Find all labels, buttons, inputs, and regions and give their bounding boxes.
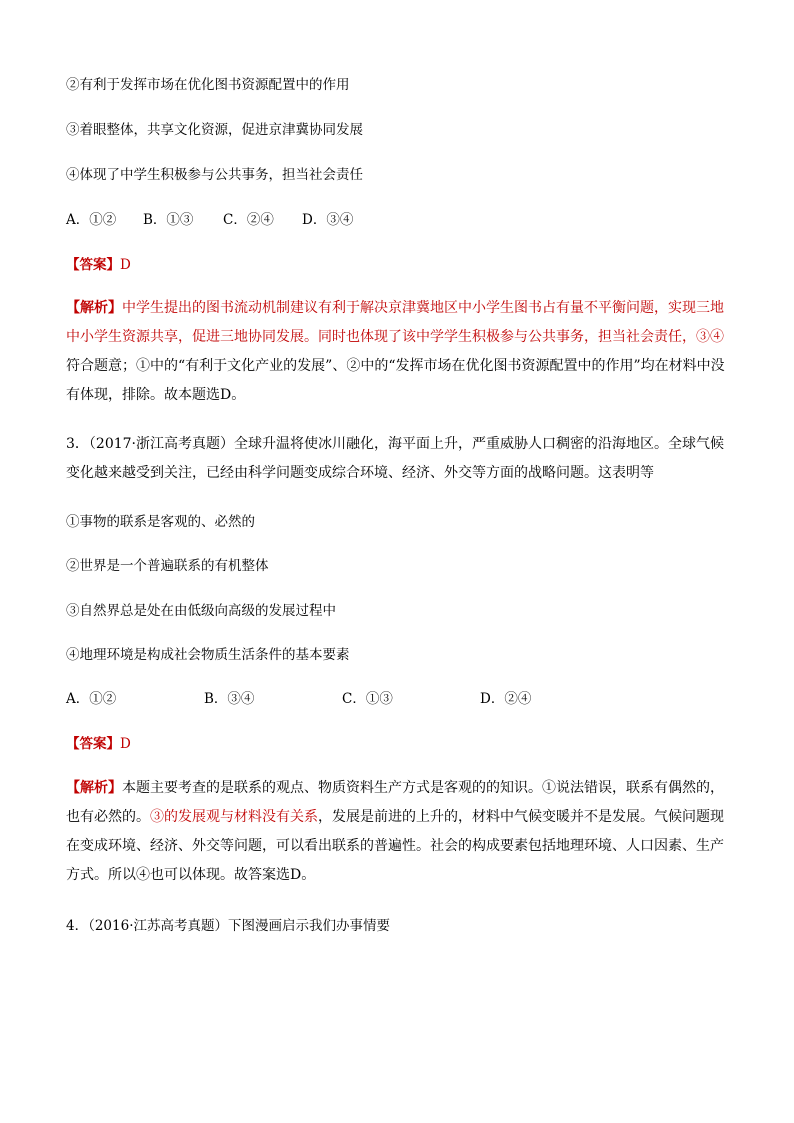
- q3-answer-tag: 【答案】: [66, 736, 120, 752]
- q3-option-a: A．①②: [66, 691, 117, 707]
- q3-item-2: ②世界是一个普遍联系的有机整体: [66, 558, 269, 574]
- q3-analysis: [66, 774, 730, 890]
- q4-stem: 4．（2016·江苏高考真题）下图漫画启示我们办事情要: [66, 918, 390, 934]
- q3-stem: 3．（2017·浙江高考真题）全球升温将使冰川融化，海平面上升，严重威胁人口稠密的沿海地区。全球气候变化越来越受到关注，已经由科学问题变成综合环境、经济、外交等方面的战略问题。这表明等: [66, 436, 724, 481]
- q2-analysis-rest: 符合题意；①中的“有利于文化产业的发展”、②中的“发挥市场在优化图书资源配置中的作用”均在材料中没有体现，排除。故本题选D。: [66, 358, 725, 403]
- q2-analysis: [66, 294, 730, 410]
- q3-option-b: B．③④: [204, 691, 255, 707]
- q3-analysis-text: 本题主要考查的是联系的观点、物质资料生产方式是客观的的知识。①说法错误，联系有偶然的，也有必然的。: [66, 780, 724, 825]
- q2-option-c: C．②④: [223, 212, 274, 228]
- q3-options: [66, 690, 531, 708]
- q3-answer-value: D: [120, 736, 131, 752]
- q3-option-c: C．①③: [342, 691, 393, 707]
- q2-option-b: B．①③: [143, 212, 194, 228]
- q3-analysis-rest: ，发展是前进的上升的，材料中气候变暖并不是发展。气候问题现在变成环境、经济、外交等问题，可以看出联系的普遍性。社会的构成要素包括地理环境、人口因素、生产方式。所以④也可以体现。故答案选D。: [66, 809, 724, 883]
- q3-item-4: ④地理环境是构成社会物质生活条件的基本要素: [66, 647, 350, 663]
- q3-analysis-highlight: ③的发展观与材料没有关系: [150, 809, 318, 825]
- q3-option-d: D．②④: [480, 691, 532, 707]
- q3-item-3: ③自然界总是处在由低级向高级的发展过程中: [66, 603, 336, 619]
- q2-option-a: A．①②: [66, 212, 117, 228]
- q2-answer-value: D: [120, 257, 131, 273]
- q3-analysis-tag: 【解析】: [66, 780, 122, 796]
- q2-analysis-tag: 【解析】: [66, 300, 122, 316]
- q2-answer: [66, 256, 131, 274]
- q2-answer-tag: 【答案】: [66, 257, 120, 273]
- q2-options: [66, 211, 353, 229]
- q3-answer: [66, 735, 131, 753]
- q2-analysis-highlight: ③④: [696, 329, 724, 345]
- q2-item-4: ④体现了中学生积极参与公共事务，担当社会责任: [66, 167, 363, 183]
- q2-option-d: D．③④: [302, 212, 354, 228]
- q2-item-2: ②有利于发挥市场在优化图书资源配置中的作用: [66, 77, 350, 93]
- q2-analysis-red: 中学生提出的图书流动机制建议有利于解决京津冀地区中小学生图书占有量不平衡问题，实现三地中小学生资源共享，促进三地协同发展。同时也体现了该中学学生积极参与公共事务，担当社会责任，: [66, 300, 724, 345]
- q2-item-3: ③着眼整体，共享文化资源，促进京津冀协同发展: [66, 122, 363, 138]
- q3-item-1: ①事物的联系是客观的、必然的: [66, 514, 255, 530]
